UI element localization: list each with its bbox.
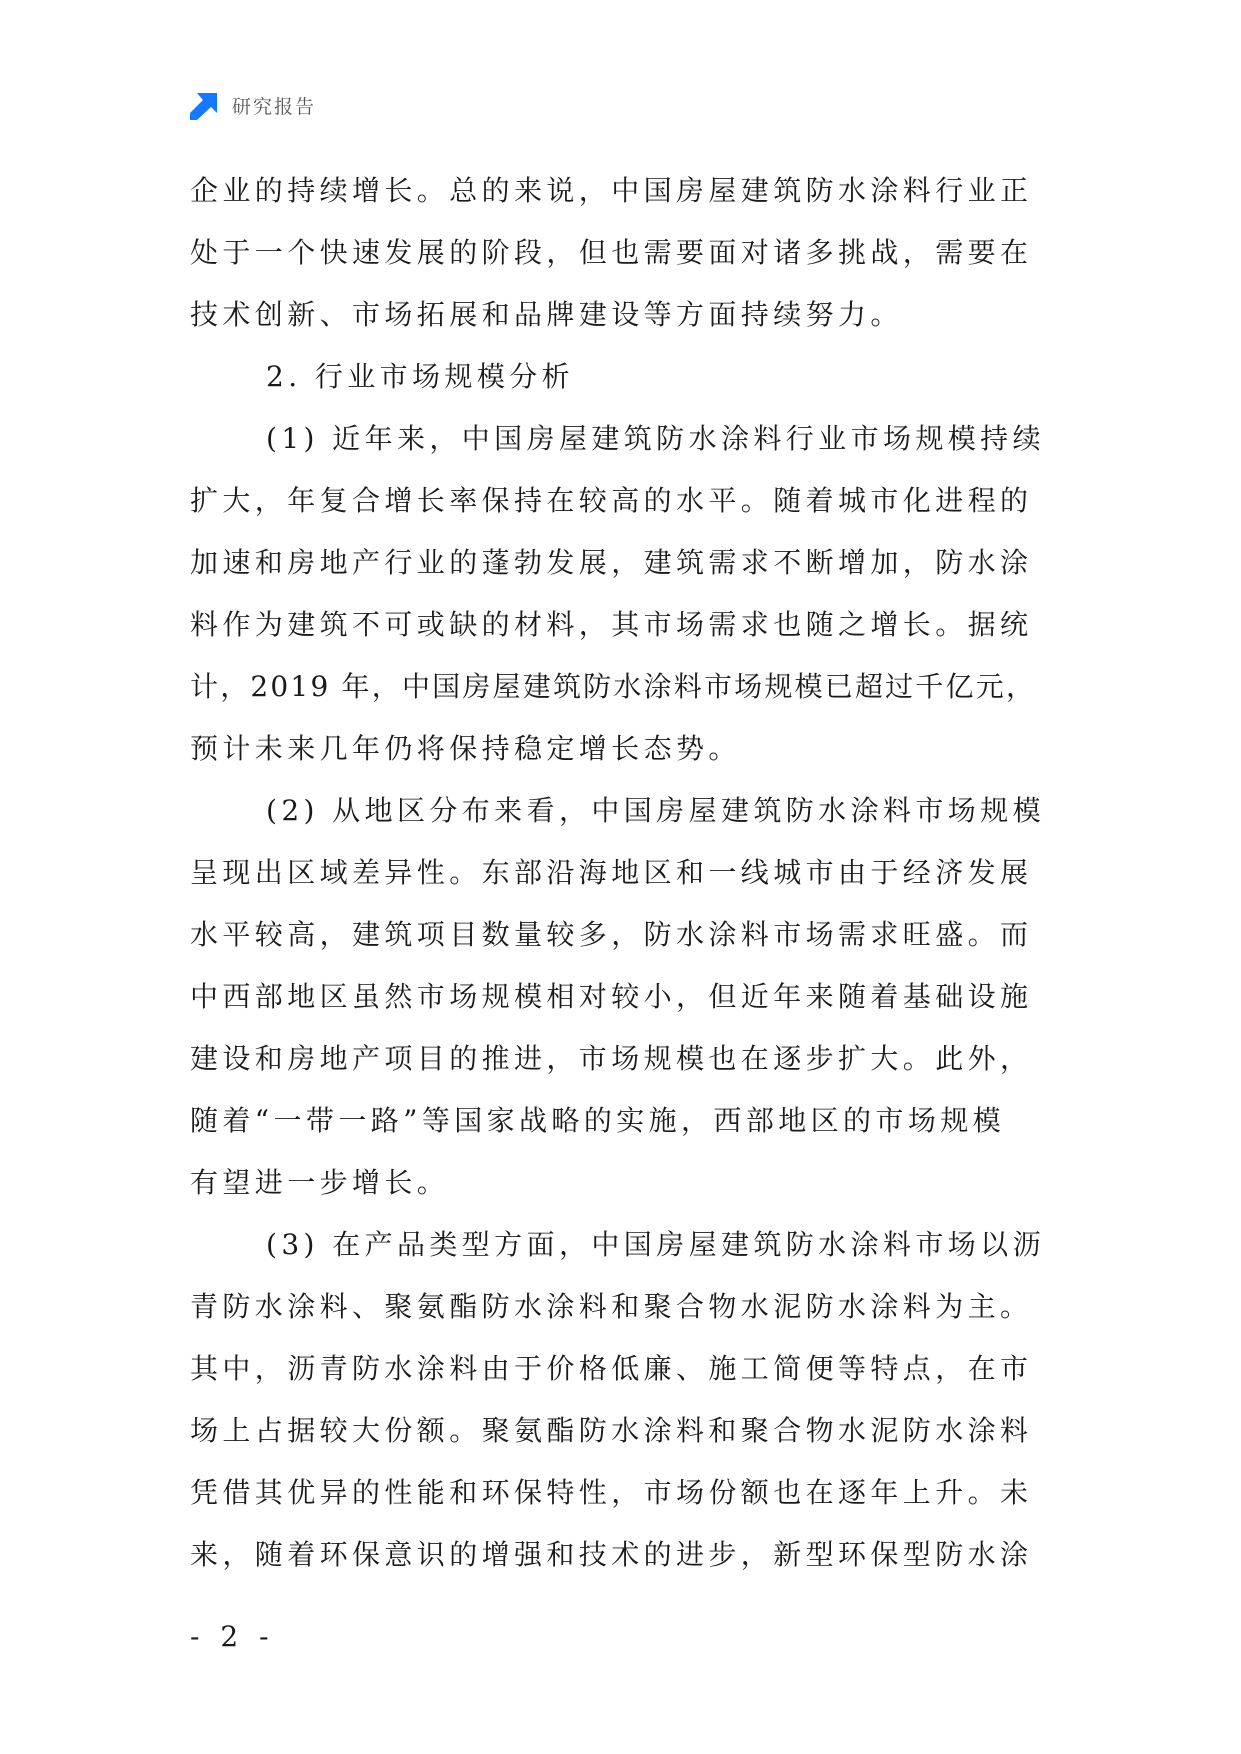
text-line: 场上占据较大份额。聚氨酯防水涂料和聚合物水泥防水涂料: [190, 1414, 1033, 1447]
text-line: 有望进一步增长。: [190, 1166, 450, 1199]
text-line: 呈现出区域差异性。东部沿海地区和一线城市由于经济发展: [190, 856, 1033, 889]
text-line: 来，随着环保意识的增强和技术的进步，新型环保型防水涂: [190, 1538, 1033, 1571]
text-line: 计，2019 年，中国房屋建筑防水涂料市场规模已超过千亿元，: [190, 670, 1037, 703]
text-line: 中西部地区虽然市场规模相对较小，但近年来随着基础设施: [190, 980, 1033, 1013]
page-number: - 2 -: [190, 1620, 275, 1653]
text-line: 水平较高，建筑项目数量较多，防水涂料市场需求旺盛。而: [190, 918, 1033, 951]
text-line: (1) 近年来，中国房屋建筑防水涂料行业市场规模持续: [266, 422, 1045, 455]
text-line: 处于一个快速发展的阶段，但也需要面对诸多挑战，需要在: [190, 236, 1033, 269]
text-line: 青防水涂料、聚氨酯防水涂料和聚合物水泥防水涂料为主。: [190, 1290, 1033, 1323]
text-line: (3) 在产品类型方面，中国房屋建筑防水涂料市场以沥: [266, 1228, 1045, 1261]
text-line: 扩大，年复合增长率保持在较高的水平。随着城市化进程的: [190, 484, 1033, 517]
document-body: [190, 160, 1070, 1586]
text-line: 加速和房地产行业的蓬勃发展，建筑需求不断增加，防水涂: [190, 546, 1033, 579]
section-heading: 2. 行业市场规模分析: [266, 360, 575, 393]
text-line: 凭借其优异的性能和环保特性，市场份额也在逐年上升。未: [190, 1476, 1033, 1509]
page-header: [190, 88, 316, 122]
text-line: 料作为建筑不可或缺的材料，其市场需求也随之增长。据统: [190, 608, 1033, 641]
header-title: 研究报告: [232, 95, 317, 118]
text-line: 建设和房地产项目的推进，市场规模也在逐步扩大。此外，: [190, 1042, 1033, 1075]
arrow-up-right-icon: [190, 90, 220, 120]
text-line: 技术创新、市场拓展和品牌建设等方面持续努力。: [190, 298, 903, 331]
text-line: 其中，沥青防水涂料由于价格低廉、施工简便等特点，在市: [190, 1352, 1033, 1385]
text-line: (2) 从地区分布来看，中国房屋建筑防水涂料市场规模: [266, 794, 1045, 827]
text-line: 预计未来几年仍将保持稳定增长态势。: [190, 732, 741, 765]
text-line: 企业的持续增长。总的来说，中国房屋建筑防水涂料行业正: [190, 174, 1033, 207]
text-line: 随着“一带一路”等国家战略的实施，西部地区的市场规模: [190, 1104, 1006, 1137]
